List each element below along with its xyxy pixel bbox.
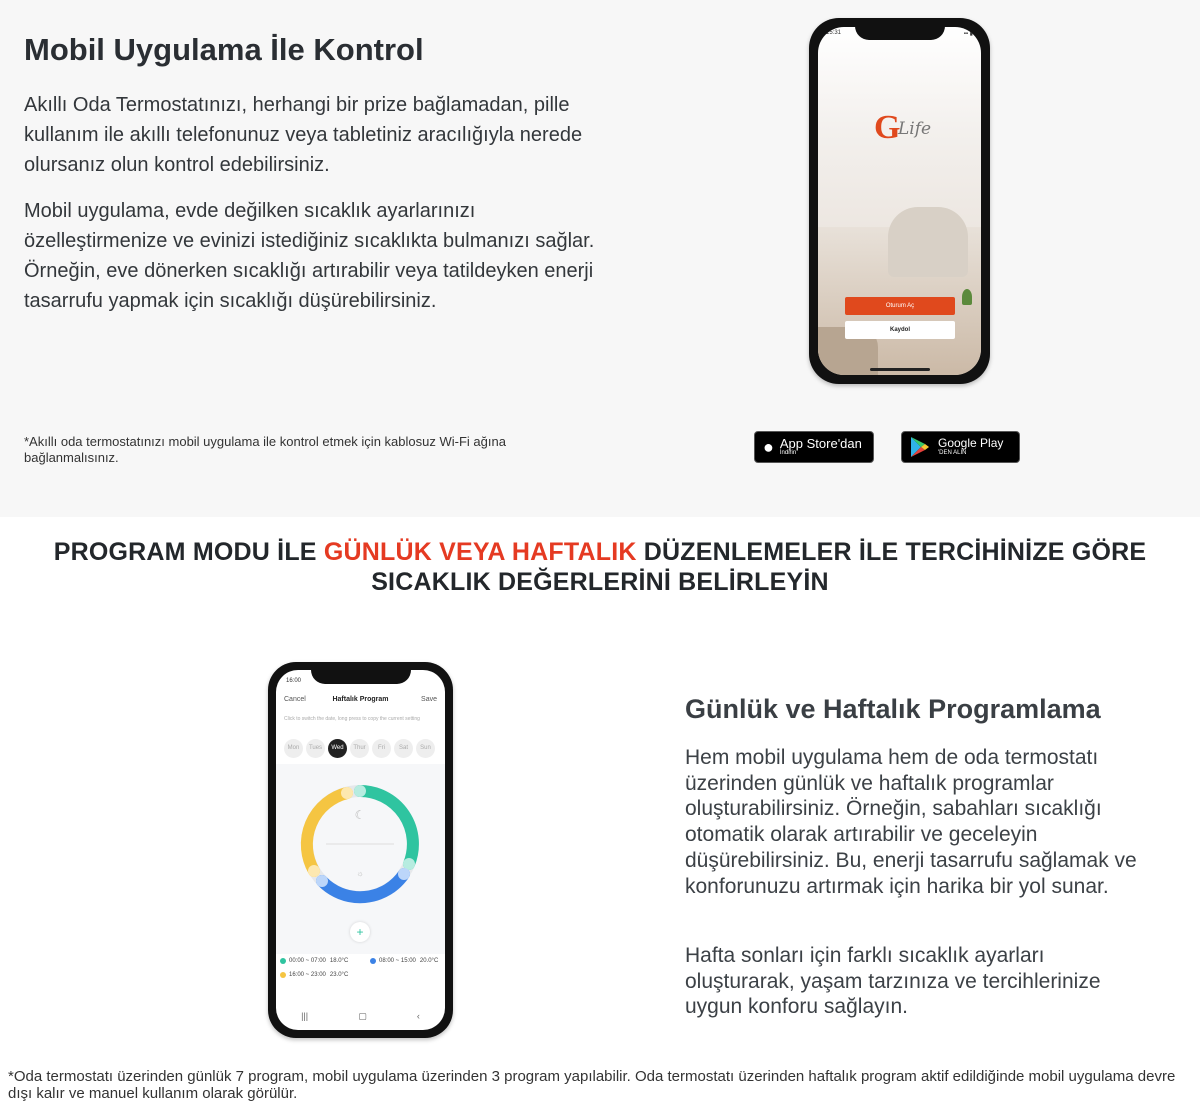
program-item[interactable] xyxy=(370,958,438,964)
handle[interactable] xyxy=(354,785,366,797)
appstore-badge[interactable] xyxy=(754,431,874,463)
handle[interactable] xyxy=(341,787,353,799)
googleplay-sublabel: 'DEN ALIN xyxy=(938,450,967,456)
plant-illustration xyxy=(962,289,972,305)
program-temp: 20.0°C xyxy=(419,958,439,964)
back-icon[interactable]: ‹ xyxy=(416,1011,420,1021)
handle[interactable] xyxy=(316,875,328,887)
detail-paragraph: Mobil uygulama, evde değilken sıcaklık ayarlarınızı özelleştirmenize ve evinizi istediğiniz sıcaklıkta bulmanızı sağlar. Örneğin, eve dönerken sıcaklığı artırabilir veya tatildeyken enerji tasarrufu yapmak için sıcaklığı düşürebilirsiniz. xyxy=(24,200,595,312)
handle[interactable] xyxy=(308,865,320,877)
add-program-button[interactable]: + xyxy=(350,922,370,942)
schedule-hint: Click to switch the date, long press to copy the current setting xyxy=(284,716,420,722)
day-pill[interactable]: Wed xyxy=(328,739,347,758)
program-footnote: *Oda termostatı üzerinden günlük 7 program, mobil uygulama üzerinden 3 program yapılabilir. Oda termostatı üzerinden haftalık program aktif edildiğinde mobil uygulama devre dışı kalır ve manuel kullanım olarak görülür. xyxy=(8,1068,1176,1102)
program-item[interactable] xyxy=(280,972,348,978)
program-item[interactable] xyxy=(280,958,348,964)
program-color-dot xyxy=(370,958,376,964)
home-icon[interactable]: ▢ xyxy=(358,1011,367,1021)
mobile-control-section xyxy=(0,0,1200,517)
program-range: 00:00 ~ 07:00 xyxy=(289,958,326,964)
arc-period-3 xyxy=(307,793,347,871)
headline-part2: DÜZENLEMELER İLE TERCİHİNİZE GÖRE xyxy=(636,538,1147,566)
day-pill[interactable]: Sat xyxy=(394,739,413,758)
program-temp: 23.0°C xyxy=(329,972,349,978)
intro-paragraph: Akıllı Oda Termostatınızı, herhangi bir prize bağlamadan, pille kullanım ile akıllı telefonunuz veya tabletiniz aracılığıyla nerede olursanız olun kontrol edebilirsiniz. xyxy=(24,94,583,176)
program-color-dot xyxy=(280,958,286,964)
glife-logo: G xyxy=(874,109,901,146)
handle[interactable] xyxy=(398,868,410,880)
day-pill[interactable]: Mon xyxy=(284,739,303,758)
wifi-footnote: *Akıllı oda termostatınızı mobil uygulama ile kontrol etmek için kablosuz Wi-Fi ağına bağlanmalısınız. xyxy=(24,434,506,465)
phone-schedule-mockup xyxy=(268,662,453,1038)
status-icons: ▪▪ ▮ xyxy=(963,31,973,37)
googleplay-badge[interactable] xyxy=(901,431,1020,463)
weekend-paragraph: Hafta sonları için farklı sıcaklık ayarları oluşturarak, yaşam tarzınıza ve tercihlerinize uygun konforu sağlayın. xyxy=(685,944,1101,1019)
glife-logo-script: Life xyxy=(898,119,932,139)
schedule-screen xyxy=(276,670,445,1030)
phone-notch xyxy=(855,26,945,40)
home-indicator xyxy=(870,368,930,371)
day-pill[interactable]: Sun xyxy=(416,739,435,758)
headline-part1: PROGRAM MODU İLE xyxy=(53,538,324,566)
sun-icon: ☼ xyxy=(356,869,364,878)
recent-apps-icon[interactable]: ||| xyxy=(301,1011,309,1021)
day-pill[interactable]: Fri xyxy=(372,739,391,758)
android-nav-bar xyxy=(276,1011,445,1022)
phone-login-mockup xyxy=(809,18,990,384)
program-color-dot xyxy=(280,972,286,978)
register-button[interactable]: Kaydol xyxy=(845,321,955,339)
section-title: Mobil Uygulama İle Kontrol xyxy=(24,32,424,67)
googleplay-label: Google Play xyxy=(938,436,1004,450)
headline-highlight: GÜNLÜK VEYA HAFTALIK xyxy=(323,538,637,566)
status-time: 15:31 xyxy=(826,30,842,36)
phone-notch-2 xyxy=(311,670,411,684)
arc-period-1 xyxy=(360,791,413,864)
moon-icon: ☾ xyxy=(354,808,366,822)
google-play-icon xyxy=(910,436,930,458)
status-time-2: 16:00 xyxy=(286,678,302,684)
apple-icon: ● xyxy=(763,436,774,457)
program-headline xyxy=(0,538,1200,567)
schedule-title: Haftalık Program xyxy=(332,696,389,703)
login-button[interactable]: Oturum Aç xyxy=(845,297,955,315)
program-headline-line2: SICAKLIK DEĞERLERİNİ BELİRLEYİN xyxy=(371,568,829,596)
programming-title: Günlük ve Haftalık Programlama xyxy=(685,694,1101,724)
login-screen xyxy=(818,27,981,375)
program-temp: 18.0°C xyxy=(329,958,349,964)
cancel-button[interactable]: Cancel xyxy=(284,696,306,703)
program-range: 08:00 ~ 15:00 xyxy=(379,958,416,964)
appstore-label: App Store'dan xyxy=(779,436,862,451)
day-pill[interactable]: Thur xyxy=(350,739,369,758)
day-pill[interactable]: Tues xyxy=(306,739,325,758)
program-range: 16:00 ~ 23:00 xyxy=(289,972,326,978)
programming-paragraph: Hem mobil uygulama hem de oda termostatı üzerinden günlük ve haftalık programlar oluşturabilirsiniz. Örneğin, sabahları sıcaklığı otomatik olarak artırabilir ve geceleyin düşürebilirsiniz. Bu, enerji tasarrufu sağlamak ve konforunuzu artırmak için harika bir yol sunar. xyxy=(685,746,1137,898)
appstore-sublabel: İndirin xyxy=(779,450,797,456)
armchair-illustration xyxy=(888,207,968,277)
save-button[interactable]: Save xyxy=(421,696,437,703)
day-selector xyxy=(284,739,439,758)
